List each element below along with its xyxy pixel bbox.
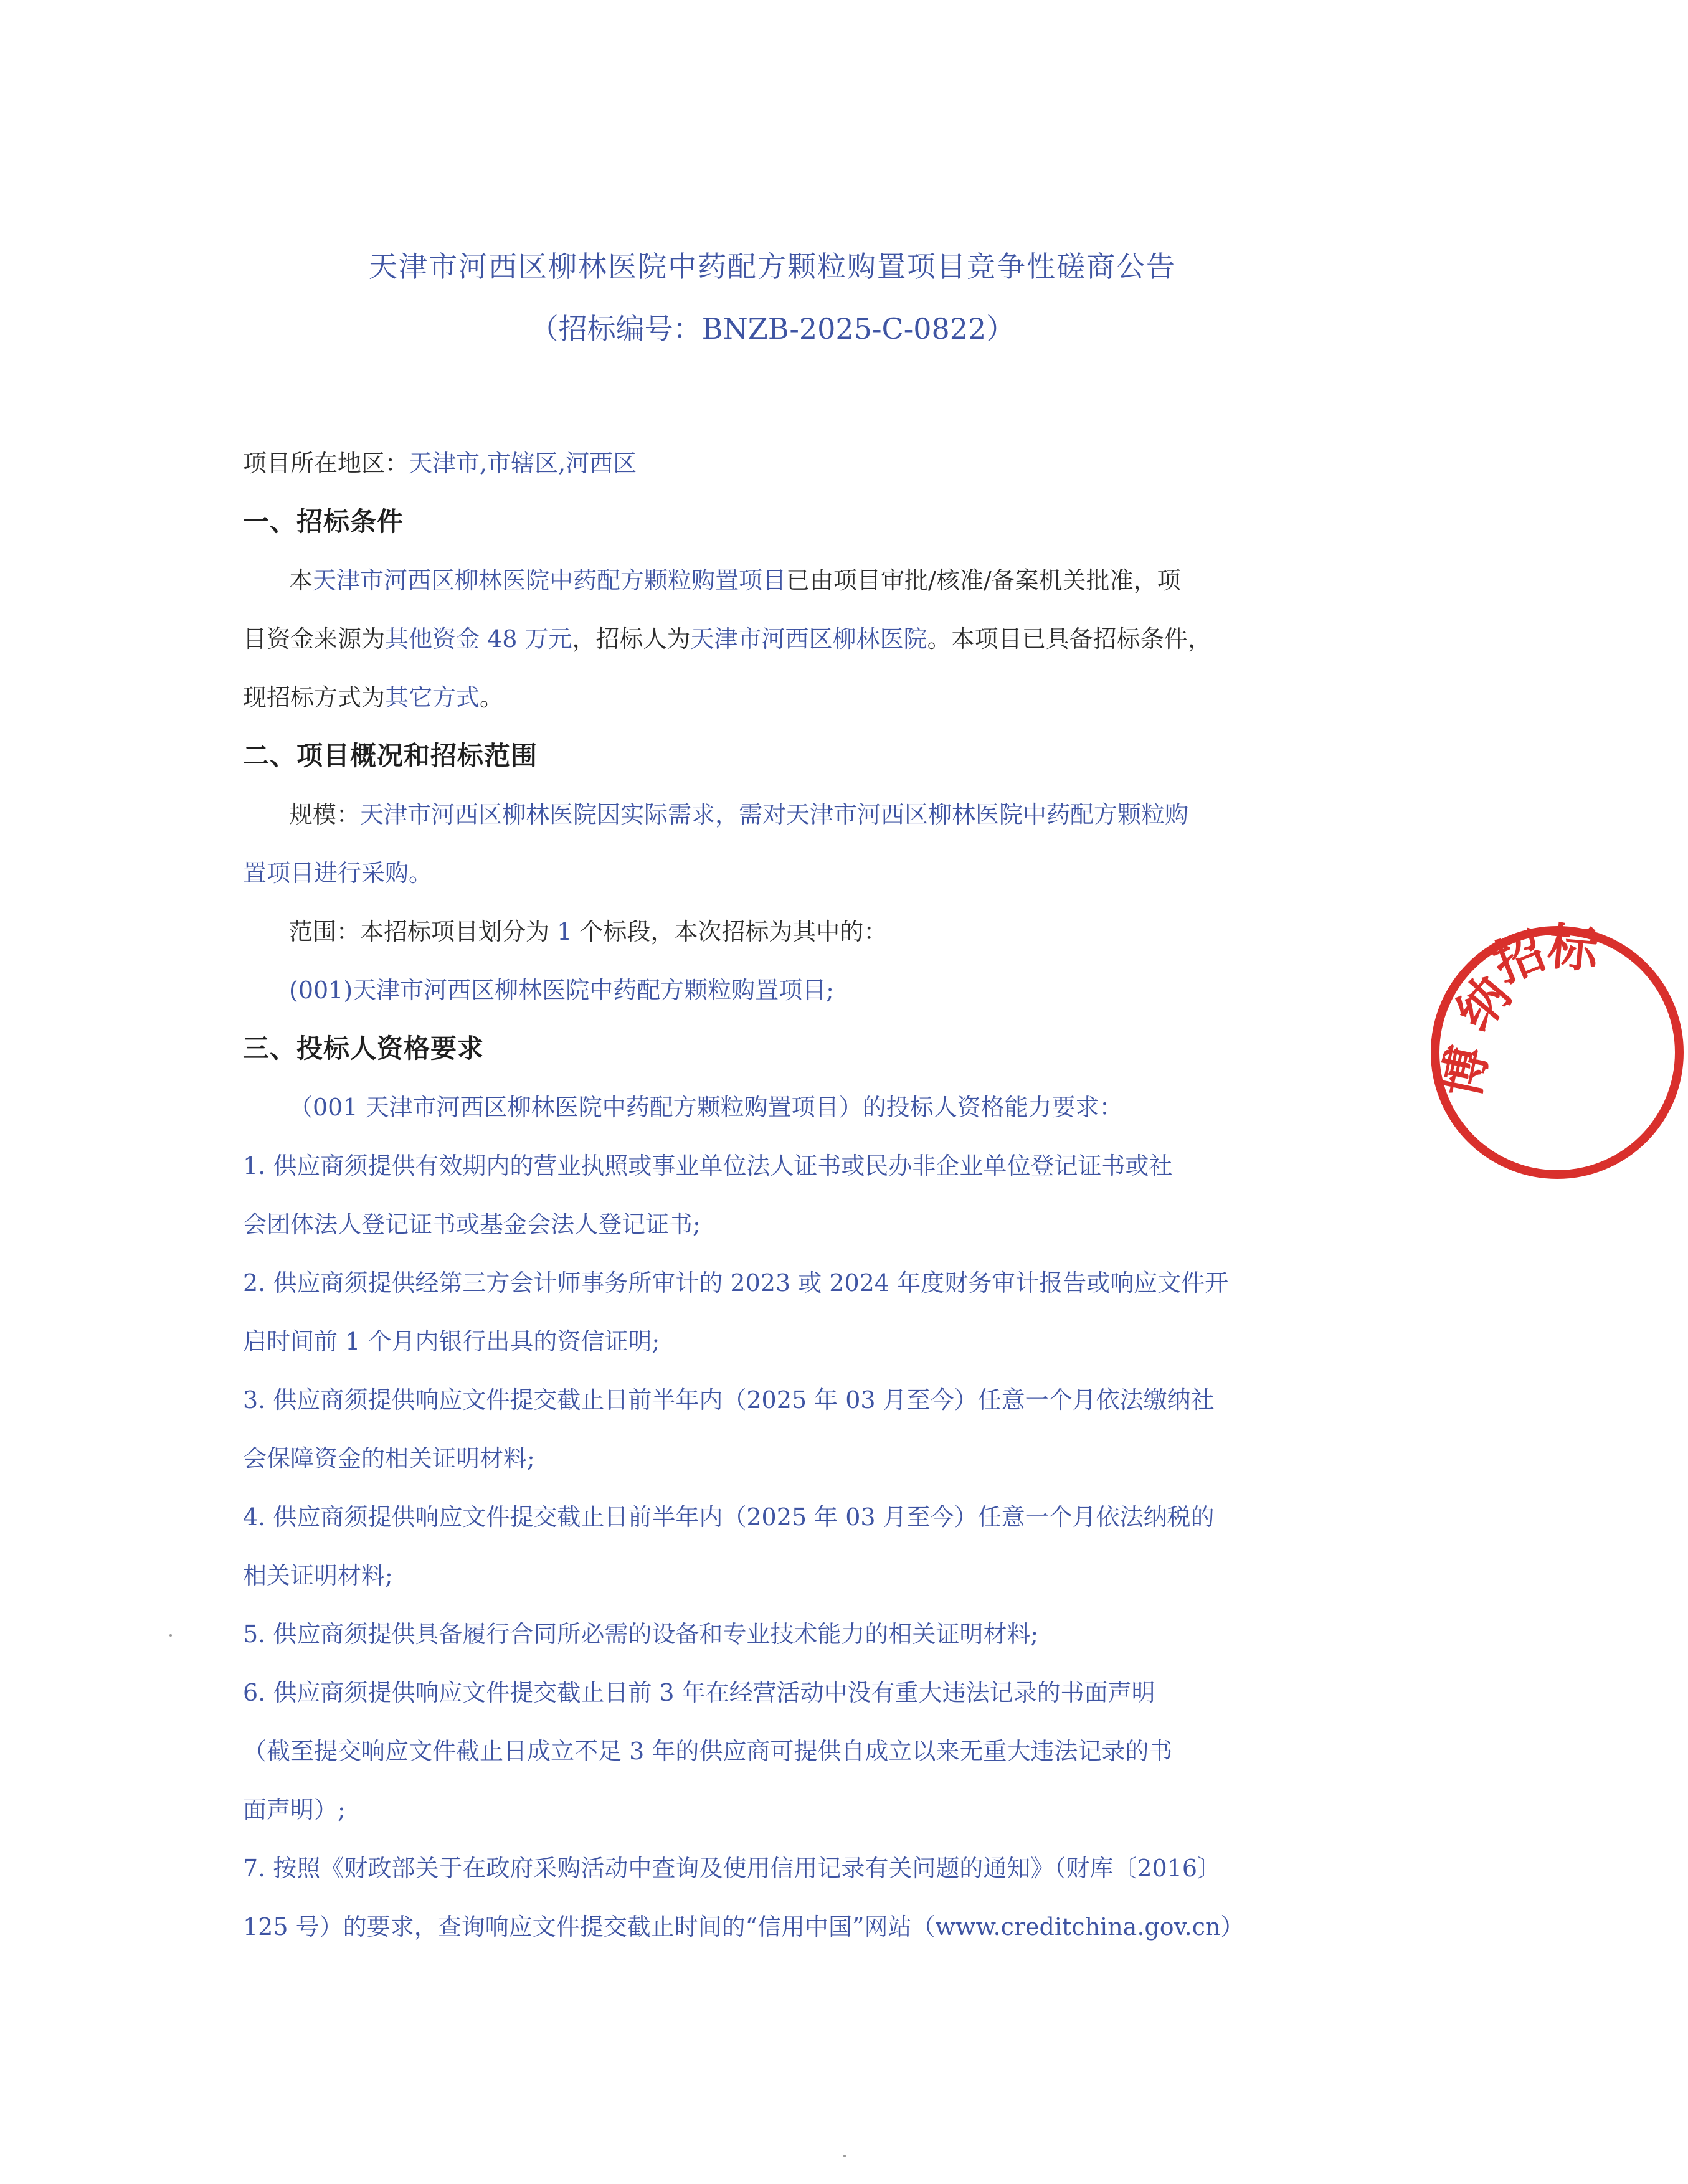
qualification-line: 会团体法人登记证书或基金会法人登记证书; xyxy=(243,1211,701,1238)
document-title: 天津市河西区柳林医院中药配方颗粒购置项目竞争性磋商公告 xyxy=(369,250,1176,283)
qualification-line: 相关证明材料; xyxy=(243,1562,393,1589)
lot-item: (001)天津市河西区柳林医院中药配方颗粒购置项目; xyxy=(289,976,834,1004)
scale-line-2: 置项目进行采购。 xyxy=(243,859,433,887)
section-heading-1: 一、招标条件 xyxy=(243,506,404,537)
qualification-line: 3. 供应商须提供响应文件提交截止日前半年内（2025 年 03 月至今）任意一个月依法缴纳社 xyxy=(243,1386,1215,1414)
region-line xyxy=(243,447,1289,480)
scan-speck xyxy=(169,1634,172,1637)
tender-method: 其它方式 xyxy=(385,684,480,711)
qualification-line: 启时间前 1 个月内银行出具的资信证明; xyxy=(243,1328,660,1355)
text-run: 。 xyxy=(480,684,504,711)
section-heading-3: 三、投标人资格要求 xyxy=(243,1033,485,1064)
text-run: 目资金来源为 xyxy=(243,625,386,653)
scan-speck xyxy=(843,2155,846,2157)
scale-text: 天津市河西区柳林医院因实际需求，需对天津市河西区柳林医院中药配方颗粒购 xyxy=(360,801,1189,828)
qualification-line: 6. 供应商须提供响应文件提交截止日前 3 年在经营活动中没有重大违法记录的书面声明 xyxy=(243,1679,1155,1706)
qualification-line: 125 号）的要求，查询响应文件提交截止时间的“信用中国”网站（www.creditchina.gov.cn） xyxy=(243,1913,1245,1941)
company-seal xyxy=(1426,917,1688,1183)
qualification-line: 4. 供应商须提供响应文件提交截止日前半年内（2025 年 03 月至今）任意一个月依法纳税的 xyxy=(243,1503,1215,1531)
lot-count: 1 xyxy=(557,918,572,945)
text-run: 。本项目已具备招标条件， xyxy=(927,625,1211,653)
qualification-intro: （001 天津市河西区柳林医院中药配方颗粒购置项目）的投标人资格能力要求： xyxy=(289,1094,1123,1121)
seal-char: 标 xyxy=(1545,917,1601,980)
seal-char: 纳 xyxy=(1445,966,1522,1042)
text-run: 已由项目审批/核准/备案机关批准，项 xyxy=(786,567,1181,594)
section-heading-2: 二、项目概况和招标范围 xyxy=(243,740,538,771)
funding-source: 其他资金 48 万元 xyxy=(385,625,572,653)
region-label: 项目所在地区： xyxy=(243,450,409,477)
qualification-line: 面声明）; xyxy=(243,1796,346,1823)
seal-char: 招 xyxy=(1485,921,1553,994)
paragraph-line xyxy=(243,623,1289,655)
region-value: 天津市,市辖区,河西区 xyxy=(409,450,637,477)
tender-code: （招标编号：BNZB-2025-C-0822） xyxy=(529,312,1015,346)
text-run: 范围：本招标项目划分为 xyxy=(289,918,550,945)
tenderer-name: 天津市河西区柳林医院 xyxy=(690,625,927,653)
paragraph-line xyxy=(289,564,1289,597)
text-run: 现招标方式为 xyxy=(243,684,386,711)
text-run: 本 xyxy=(289,567,313,594)
qualification-line: 1. 供应商须提供有效期内的营业执照或事业单位法人证书或民办非企业单位登记证书或社 xyxy=(243,1152,1173,1179)
scale-label: 规模： xyxy=(289,801,361,828)
qualification-line: 会保障资金的相关证明材料; xyxy=(243,1445,535,1472)
qualification-line: 2. 供应商须提供经第三方会计师事务所审计的 2023 或 2024 年度财务审计报告或响应文件开 xyxy=(243,1269,1229,1297)
scale-line xyxy=(289,798,1289,831)
range-line xyxy=(289,915,1289,948)
text-run: 个标段，本次招标为其中的： xyxy=(579,918,888,945)
qualification-line: （截至提交响应文件截止日成立不足 3 年的供应商可提供自成立以来无重大违法记录的书 xyxy=(243,1737,1173,1765)
project-name: 天津市河西区柳林医院中药配方颗粒购置项目 xyxy=(313,567,787,594)
text-run: ，招标人为 xyxy=(572,625,691,653)
qualification-line: 7. 按照《财政部关于在政府采购活动中查询及使用信用记录有关问题的通知》（财库〔2016〕 xyxy=(243,1855,1221,1882)
seal-char: 博 xyxy=(1431,1041,1499,1102)
qualification-line: 5. 供应商须提供具备履行合同所必需的设备和专业技术能力的相关证明材料; xyxy=(243,1620,1039,1648)
paragraph-line xyxy=(243,681,1289,714)
